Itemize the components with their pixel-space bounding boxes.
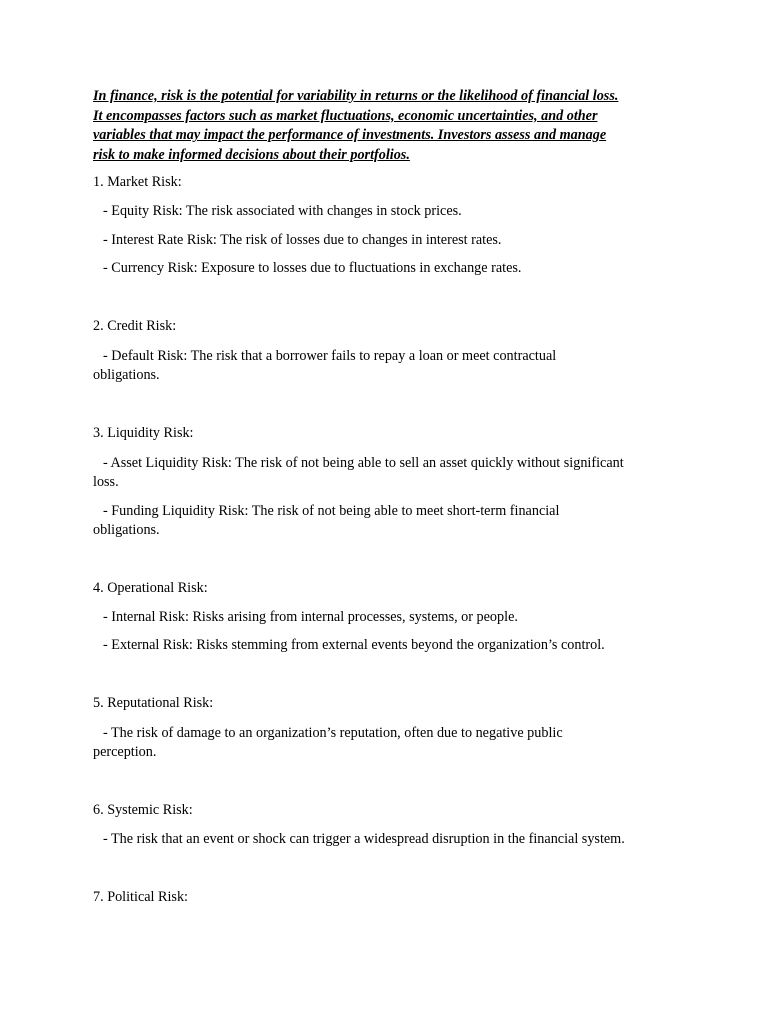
section-heading-reputational-risk: 5. Reputational Risk: [93,695,214,711]
list-item-systemic-risk: - The risk that an event or shock can trigger a widespread disruption in the financial system. [103,831,625,847]
list-item-equity-risk: - Equity Risk: The risk associated with changes in stock prices. [103,203,462,219]
list-item-internal-risk: - Internal Risk: Risks arising from internal processes, systems, or people. [103,609,518,625]
list-item-asset-liquidity-risk: - Asset Liquidity Risk: The risk of not being able to sell an asset quickly without significant [103,455,624,471]
list-item-interest-rate-risk: - Interest Rate Risk: The risk of losses due to changes in interest rates. [103,232,502,248]
intro-line: risk to make informed decisions about their portfolios. [93,146,410,163]
section-heading-credit-risk: 2. Credit Risk: [93,318,177,334]
list-item-default-risk: - Default Risk: The risk that a borrower fails to repay a loan or meet contractual [103,348,557,364]
section-heading-market-risk: 1. Market Risk: [93,174,182,190]
intro-line: variables that may impact the performance of investments. Investors assess and manage [93,127,607,144]
intro-line: In finance, risk is the potential for variability in returns or the likelihood of financial loss. [93,88,619,104]
list-item-default-risk-continuation: obligations. [93,367,160,383]
section-heading-liquidity-risk: 3. Liquidity Risk: [93,425,194,441]
list-item-external-risk: - External Risk: Risks stemming from external events beyond the organization’s control. [103,637,605,653]
intro-paragraph [93,87,683,165]
list-item-reputational-risk: - The risk of damage to an organization’s reputation, often due to negative public [103,725,563,741]
list-item-funding-liquidity-risk: - Funding Liquidity Risk: The risk of not being able to meet short-term financial [103,503,560,519]
list-item-asset-liquidity-risk-continuation: loss. [93,474,119,490]
section-heading-operational-risk: 4. Operational Risk: [93,580,208,596]
intro-line: It encompasses factors such as market fluctuations, economic uncertainties, and other [93,107,598,124]
list-item-funding-liquidity-risk-continuation: obligations. [93,522,160,538]
list-item-reputational-risk-continuation: perception. [93,744,157,760]
section-heading-systemic-risk: 6. Systemic Risk: [93,802,193,818]
list-item-currency-risk: - Currency Risk: Exposure to losses due to fluctuations in exchange rates. [103,260,522,276]
section-heading-political-risk: 7. Political Risk: [93,889,188,905]
